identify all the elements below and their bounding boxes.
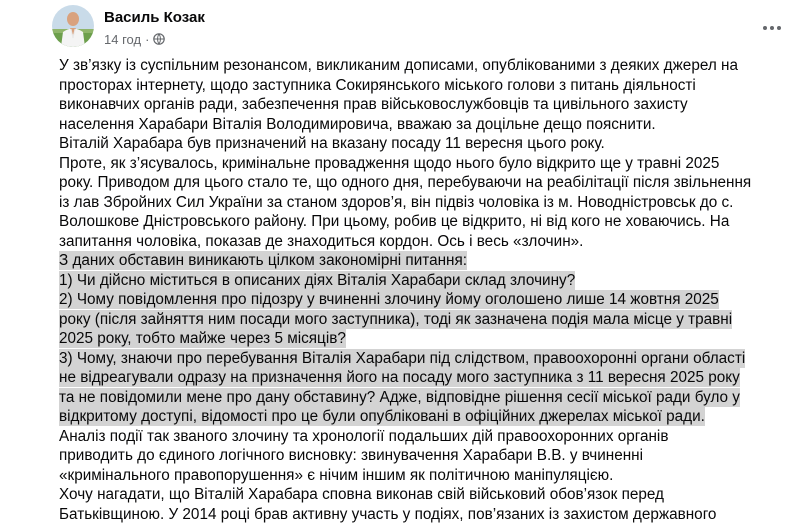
post-text-line: [59, 76, 789, 96]
post-text: У зв’язку із суспільним резонансом, викликаним дописами, опублікованими з деяких джерел на: [59, 57, 738, 74]
post-text: «кримінального правопорушення» є нічим іншим як політичною маніпуляцією.: [59, 466, 614, 484]
meta-separator: ·: [145, 31, 150, 47]
post-text: населення Харабари Віталія Володимировича, вважаю за доцільне дещо пояснити.: [59, 115, 656, 133]
post-text-line: [59, 271, 789, 291]
post-text-line: [59, 154, 789, 174]
post-text: Аналіз події так званого злочину та хронології подальших дій правоохоронних органів: [59, 427, 669, 445]
highlighted-text: року (після зайняття ним посади мого заступника), тоді як зазначена подія мала місце у травні: [59, 310, 733, 328]
post-timestamp[interactable]: 14 год: [104, 31, 142, 47]
post-text-line: [59, 349, 789, 369]
post-text-line: [59, 56, 789, 76]
post-text: Віталій Харабара був призначений на вказану посаду 11 вересня цього року.: [59, 135, 605, 152]
post-text-line: [59, 95, 789, 115]
post-text: Батьківщиною. У 2014 році брав активну участь у подіях, пов’язаних із захистом державного: [59, 505, 717, 523]
post-meta: [104, 31, 165, 47]
highlighted-text: 2025 року, тобто майже через 5 місяців?: [59, 330, 346, 347]
post-text: Хочу нагадати, що Віталій Харабара сповна виконав свій військовий обов’язок перед: [59, 486, 664, 503]
more-horizontal-icon: [762, 25, 782, 31]
post-text-line: [59, 134, 789, 154]
post-text-line: [59, 466, 789, 486]
highlighted-text: 1) Чи дійсно міститься в описаних діях Віталія Харабари склад злочину?: [59, 271, 576, 289]
post-text: запитання чоловіка, показав де знаходиться кордон. Ось і весь «злочин».: [59, 232, 584, 250]
highlighted-text: 2) Чому повідомлення про підозру у вчиненні злочину йому оголошено лише 14 жовтня 2025: [59, 291, 719, 308]
post-text: просторах інтернету, щодо заступника Сокирянського міського голови з питань діяльності: [59, 76, 696, 94]
avatar[interactable]: [52, 5, 94, 47]
post-text-line: [59, 173, 789, 193]
post-text-line: [59, 368, 789, 388]
highlighted-text: відкритому доступі, відомості про це були опубліковані в офіційних джерелах міської ради.: [59, 408, 705, 425]
post-text-line: [59, 427, 789, 447]
post-text-line: [59, 446, 789, 466]
post-text-line: [59, 193, 789, 213]
author-name[interactable]: Василь Козак: [104, 9, 205, 26]
post-body: [59, 56, 789, 524]
highlighted-text: та не повідомили мене про дану обставину? Адже, відповідне рішення сесії міської ради було у: [59, 388, 740, 406]
highlighted-text: 3) Чому, знаючи про перебування Віталія Харабари під слідством, правоохоронні органи області: [59, 349, 746, 367]
post-text-line: [59, 505, 789, 525]
post-text-line: [59, 310, 789, 330]
post-text-line: [59, 388, 789, 408]
post-text-line: [59, 407, 789, 427]
post-text-line: [59, 232, 789, 252]
post-text-line: [59, 329, 789, 349]
post-text-line: [59, 251, 789, 271]
highlighted-text: З даних обставин виникають цілком закономірні питання:: [59, 252, 468, 269]
post-text: виконавчих органів ради, забезпечення прав військовослужбовців та цивільного захисту: [59, 96, 688, 113]
post-text-line: [59, 115, 789, 135]
avatar-photo: [52, 5, 94, 47]
post-text-line: [59, 290, 789, 310]
globe-icon: [153, 33, 165, 45]
post-text: року. Приводом для цього стало те, що одного дня, перебуваючи на реабілітації після звільнення: [59, 174, 752, 191]
post-text-line: [59, 485, 789, 505]
post-text-line: [59, 212, 789, 232]
post-text: приводить до єдиного логічного висновку: звинувачення Харабари В.В. у вчиненні: [59, 447, 644, 464]
post-text: із лав Збройних Сил України за станом здоров’я, він підвіз чоловіка із м. Новодністровськ до с.: [59, 193, 734, 211]
highlighted-text: не відреагували одразу на призначення його на посаду мого заступника з 11 вересня 2025 року: [59, 369, 740, 386]
post-text: Проте, як з’ясувалось, кримінальне провадження щодо нього було відкрито ще у травні 2025: [59, 154, 720, 172]
post-options-button[interactable]: [758, 14, 786, 42]
post-text: Волошкове Дністровського району. При цьому, робив це відкрито, ні від кого не ховаючись. На: [59, 213, 730, 230]
